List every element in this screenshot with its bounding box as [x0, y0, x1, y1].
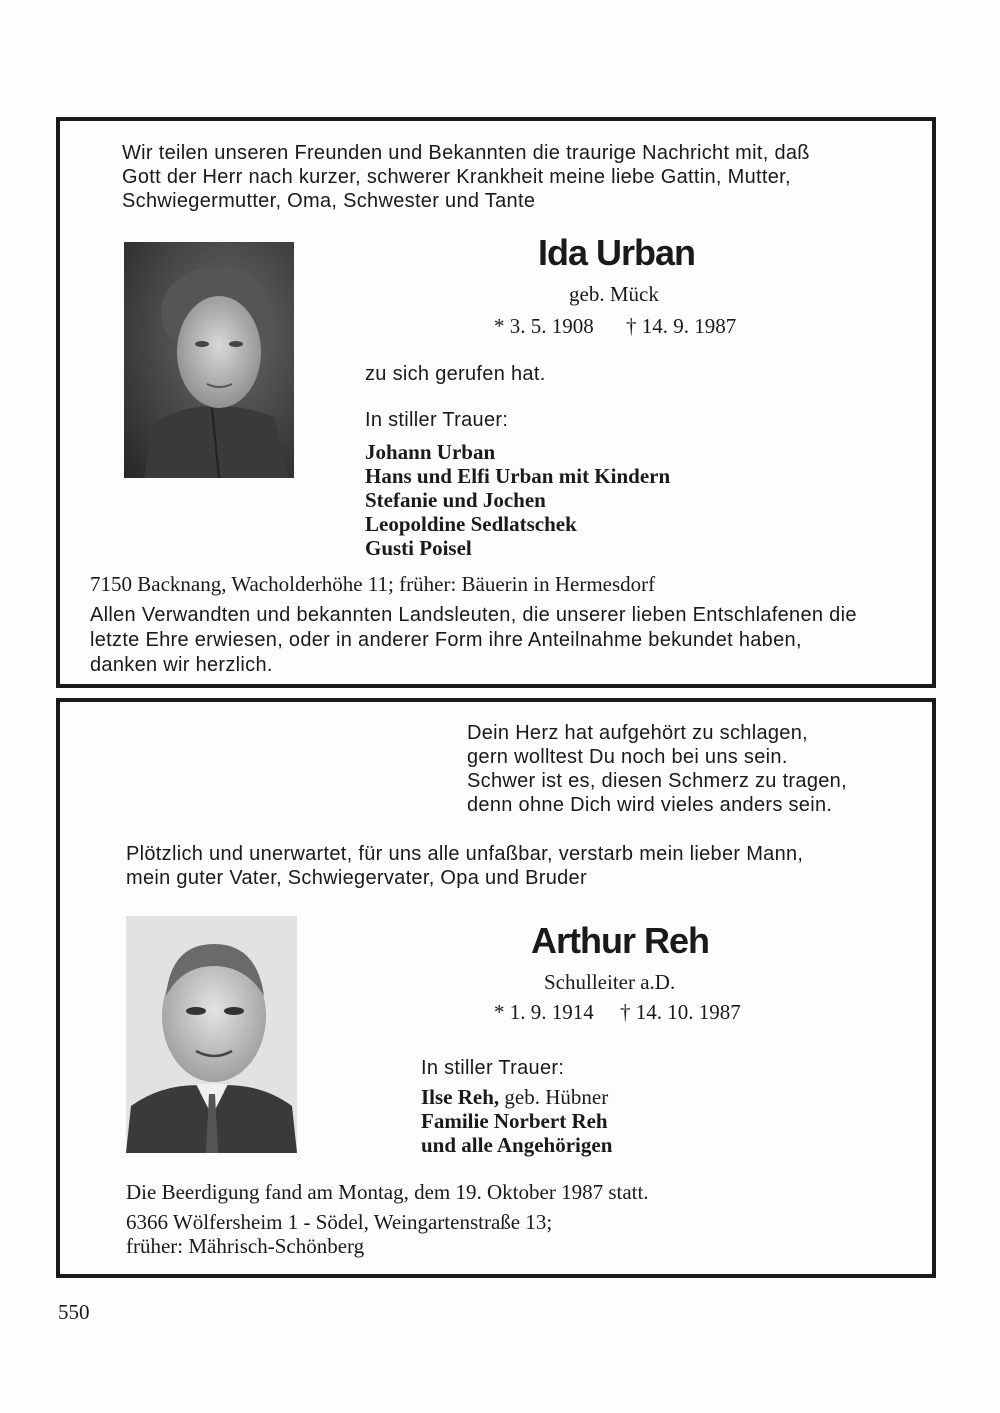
- poem-line-2: gern wolltest Du noch bei uns sein.: [467, 746, 788, 768]
- thanks-line-3: danken wir herzlich.: [90, 654, 273, 676]
- intro-line-1: Wir teilen unseren Freunden und Bekannten die traurige Nachricht mit, daß: [122, 142, 810, 164]
- address: 7150 Backnang, Wacholderhöhe 11; früher: Bäuerin in Hermesdorf: [90, 572, 656, 596]
- funeral-text: Die Beerdigung fand am Montag, dem 19. Oktober 1987 statt.: [126, 1180, 649, 1204]
- intro-line-1: Plötzlich und unerwartet, für uns alle unfaßbar, verstarb mein lieber Mann,: [126, 843, 804, 865]
- intro-line-2: mein guter Vater, Schwiegervater, Opa und Bruder: [126, 867, 587, 889]
- mourner-maiden-name: geb. Hübner: [499, 1085, 609, 1109]
- deceased-title: Schulleiter a.D.: [544, 970, 676, 994]
- poem-line-1: Dein Herz hat aufgehört zu schlagen,: [467, 722, 808, 744]
- thanks-line-2: letzte Ehre erwiesen, oder in anderer Form ihre Anteilnahme bekundet haben,: [90, 629, 802, 651]
- portrait-arthur-reh: [126, 916, 297, 1153]
- mourner-line-1: [421, 1085, 608, 1110]
- maiden-name: geb. Mück: [569, 282, 659, 306]
- mourning-label: In stiller Trauer:: [365, 409, 509, 431]
- mourning-label: In stiller Trauer:: [421, 1057, 565, 1079]
- mourner: Gusti Poisel: [365, 536, 472, 560]
- poem-line-3: Schwer ist es, diesen Schmerz zu tragen,: [467, 770, 847, 792]
- deceased-name: Arthur Reh: [531, 920, 709, 961]
- page-number: 550: [58, 1300, 90, 1324]
- mourner: Johann Urban: [365, 440, 496, 464]
- death-date: † 14. 9. 1987: [626, 314, 737, 338]
- birth-date: * 1. 9. 1914: [494, 1000, 594, 1024]
- intro-line-3: Schwiegermutter, Oma, Schwester und Tante: [122, 190, 536, 212]
- address-line-2: früher: Mährisch-Schönberg: [126, 1234, 365, 1258]
- birth-date: * 3. 5. 1908: [494, 314, 594, 338]
- mourner-name: Ilse Reh,: [421, 1085, 500, 1109]
- address-line-1: 6366 Wölfersheim 1 - Södel, Weingartenstraße 13;: [126, 1210, 553, 1234]
- portrait-ida-urban: [124, 242, 294, 478]
- called-text: zu sich gerufen hat.: [365, 363, 546, 385]
- mourner: Stefanie und Jochen: [365, 488, 546, 512]
- mourner: Leopoldine Sedlatschek: [365, 512, 577, 536]
- mourner: Hans und Elfi Urban mit Kindern: [365, 464, 671, 488]
- thanks-line-1: Allen Verwandten und bekannten Landsleuten, die unserer lieben Entschlafenen die: [90, 604, 857, 626]
- deceased-name: Ida Urban: [538, 232, 696, 273]
- mourner: und alle Angehörigen: [421, 1133, 613, 1157]
- death-date: † 14. 10. 1987: [620, 1000, 741, 1024]
- intro-line-2: Gott der Herr nach kurzer, schwerer Krankheit meine liebe Gattin, Mutter,: [122, 166, 791, 188]
- poem-line-4: denn ohne Dich wird vieles anders sein.: [467, 794, 833, 816]
- mourner: Familie Norbert Reh: [421, 1109, 608, 1133]
